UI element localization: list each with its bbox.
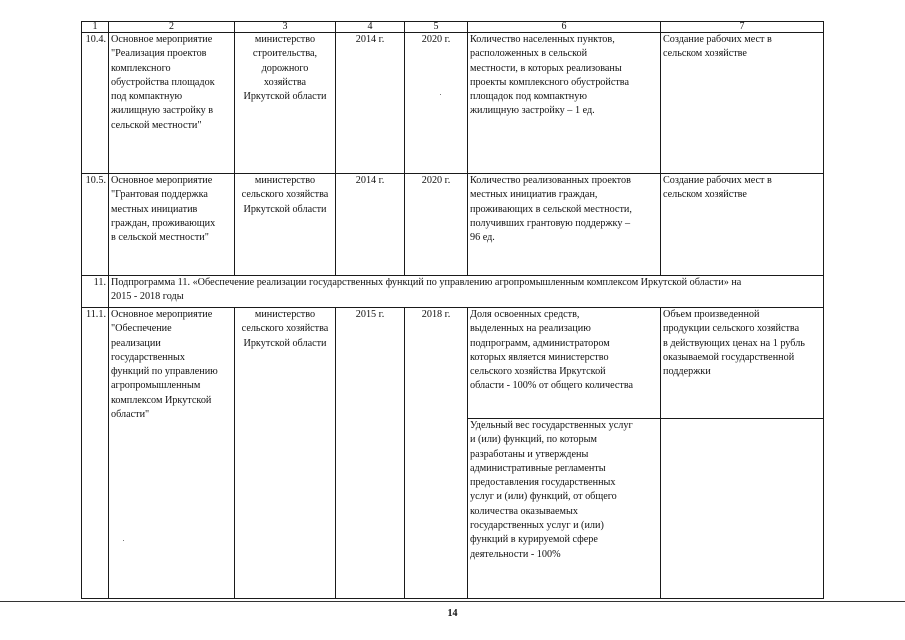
indicator-cell: Доля освоенных средств, выделенных на реализацию подпрограмм, администратором которых является министерство сельского хозяйства Иркутской области - 100% от общего количества [468,308,661,419]
column-number: 3 [235,22,336,33]
row-number: 11.1. [82,308,109,599]
indicator-cell: Количество населенных пунктов, расположенных в сельской местности, в которых реализованы проекты комплексного обустройства площадок под компактную жилищную застройку – 1 ед. [468,33,661,174]
row-number: 10.5. [82,174,109,276]
bottom-rule [0,601,905,602]
table-row [82,33,824,174]
result-cell: Создание рабочих мест в сельском хозяйстве [661,174,824,276]
executor-cell: министерство строительства, дорожного хозяйства Иркутской области [235,33,336,174]
column-number: 6 [468,22,661,33]
event-name-cell: Основное мероприятие "Грантовая поддержка местных инициатив граждан, проживающих в сельской местности" [109,174,235,276]
column-number: 7 [661,22,824,33]
row-number: 10.4. [82,33,109,174]
column-number: 4 [336,22,405,33]
page-number: 14 [447,608,458,619]
column-number: 2 [109,22,235,33]
row-number: 11. [82,276,109,308]
subprogram-title: Подпрограмма 11. «Обеспечение реализации государственных функций по управлению агропромышленным комплексом Иркутской области» на 2015 - 2018 годы [109,276,824,308]
scan-speck [123,540,124,541]
indicator-cell: Удельный вес государственных услуг и (или) функций, по которым разработаны и утверждены административные регламенты предоставления государственных услуг и (или) функций, от общего количества оказываемых государственных услуг и (или) функций в курируемой сфере деятельности - 100% [468,419,661,599]
result-cell: Создание рабочих мест в сельском хозяйстве [661,33,824,174]
end-year-cell: 2020 г. [405,174,468,276]
column-number: 1 [82,22,109,33]
end-year-cell: 2018 г. [405,308,468,599]
subprogram-row [82,276,824,308]
result-cell [661,419,824,599]
result-cell: Объем произведенной продукции сельского хозяйства в действующих ценах на 1 рубль оказываемой государственной поддержки [661,308,824,419]
table-row [82,308,824,419]
executor-cell: министерство сельского хозяйства Иркутской области [235,174,336,276]
event-name-cell: Основное мероприятие "Реализация проектов комплексного обустройства площадок под компактную жилищную застройку в сельской местности" [109,33,235,174]
column-number: 5 [405,22,468,33]
scan-speck [440,94,441,95]
start-year-cell: 2014 г. [336,174,405,276]
program-activities-table [81,21,824,599]
start-year-cell: 2015 г. [336,308,405,599]
column-number-row [82,22,824,33]
table-row [82,174,824,276]
indicator-cell: Количество реализованных проектов местных инициатив граждан, проживающих в сельской местности, получивших грантовую поддержку – 96 ед. [468,174,661,276]
start-year-cell: 2014 г. [336,33,405,174]
end-year-cell: 2020 г. [405,33,468,174]
event-name-cell: Основное мероприятие "Обеспечение реализации государственных функций по управлению агропромышленным комплексом Иркутской области" [109,308,235,599]
executor-cell: министерство сельского хозяйства Иркутской области [235,308,336,599]
